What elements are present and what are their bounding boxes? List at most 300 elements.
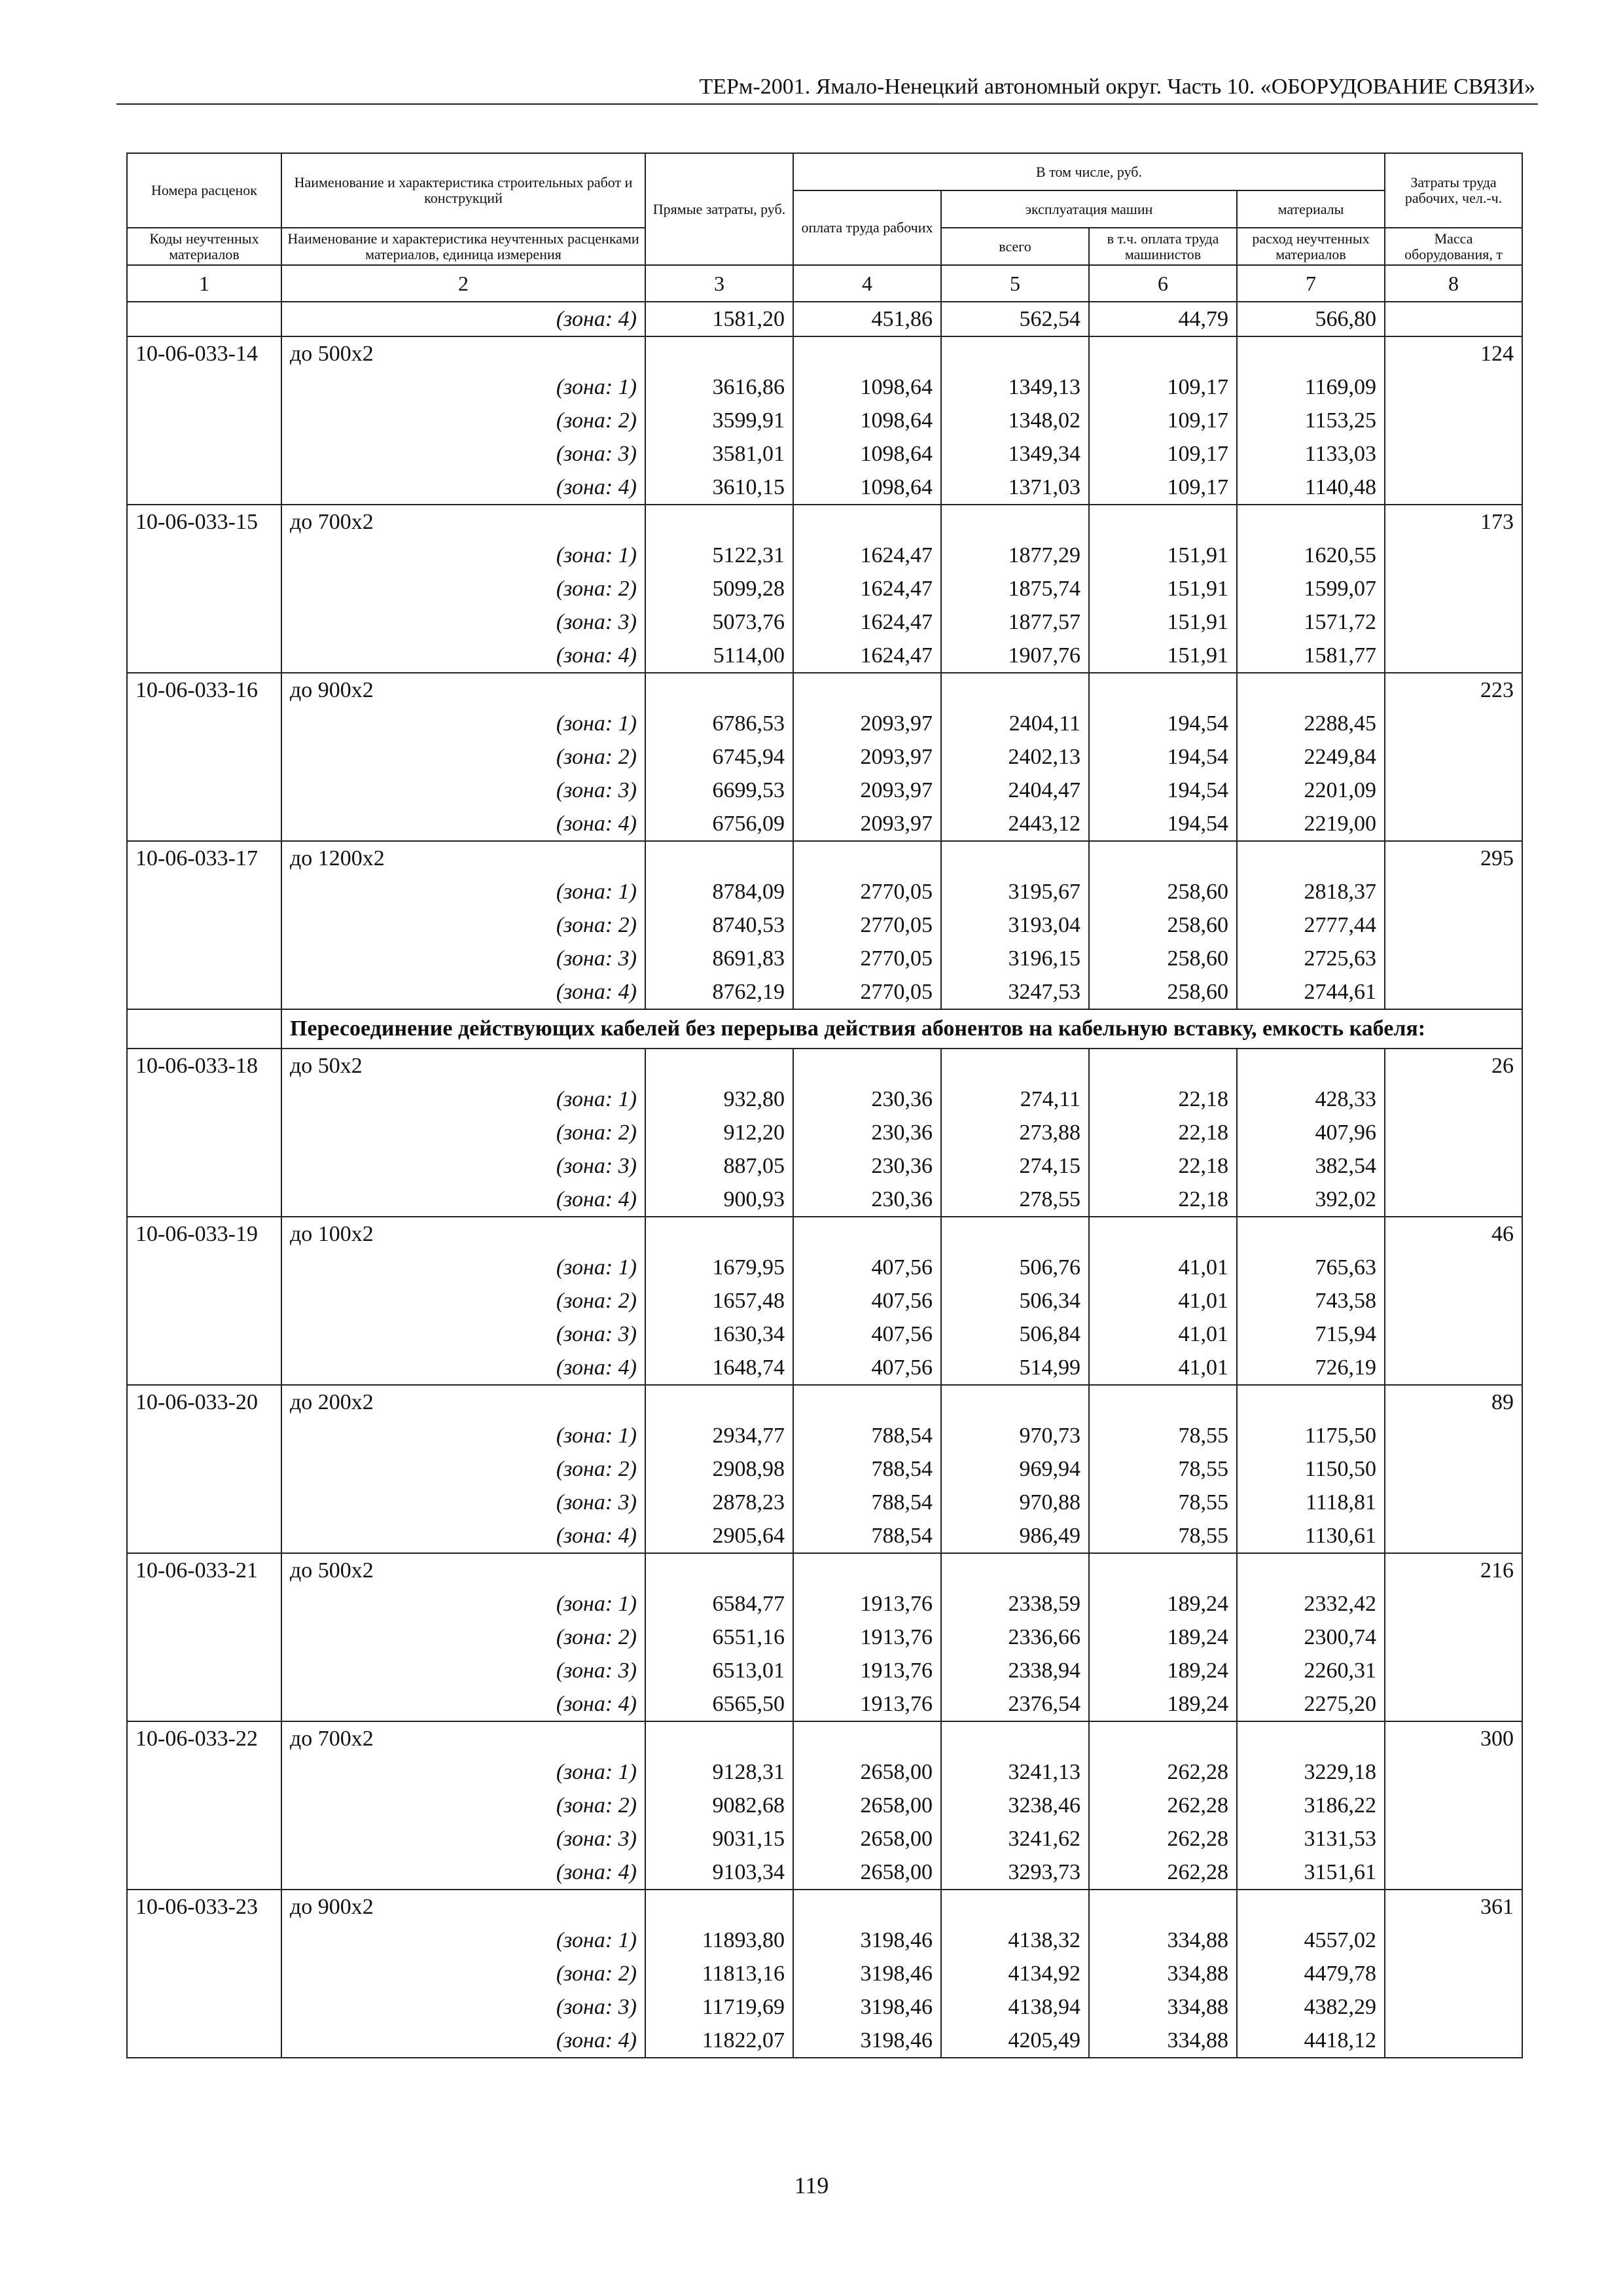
- rate-name: до 900х2: [281, 1890, 645, 1924]
- direct-costs-cell: 1648,74: [645, 1351, 793, 1385]
- machines-total-cell: 3241,62: [941, 1822, 1089, 1856]
- empty-cell: [941, 1385, 1089, 1419]
- empty-cell: [793, 1890, 941, 1924]
- labor-costs-value: 295: [1385, 841, 1522, 875]
- machines-total-cell: 1875,74: [941, 572, 1089, 605]
- labor-cell: [1385, 302, 1522, 336]
- rate-row: [127, 1890, 1522, 1924]
- labor-cell: [1385, 2024, 1522, 2058]
- materials-cell: 4418,12: [1237, 2024, 1385, 2058]
- labor-cell: [1385, 1856, 1522, 1890]
- header-labor-costs: Затраты труда рабочих, чел.-ч.: [1385, 153, 1522, 228]
- operator-pay-cell: 262,28: [1089, 1755, 1237, 1789]
- rate-row: [127, 841, 1522, 875]
- machines-total-cell: 970,73: [941, 1419, 1089, 1452]
- materials-cell: 1153,25: [1237, 404, 1385, 437]
- worker-pay-cell: 788,54: [793, 1486, 941, 1519]
- direct-costs-cell: 2905,64: [645, 1519, 793, 1553]
- empty-cell: [645, 841, 793, 875]
- direct-costs-cell: 900,93: [645, 1183, 793, 1217]
- operator-pay-cell: 189,24: [1089, 1587, 1237, 1621]
- zone-label: (зона: 4): [281, 1519, 645, 1553]
- zone-label: (зона: 3): [281, 437, 645, 471]
- zone-row: [127, 370, 1522, 404]
- direct-costs-cell: 2908,98: [645, 1452, 793, 1486]
- zone-row: [127, 807, 1522, 841]
- machines-total-cell: 273,88: [941, 1116, 1089, 1149]
- worker-pay-cell: 1913,76: [793, 1621, 941, 1654]
- operator-pay-cell: 258,60: [1089, 875, 1237, 908]
- labor-costs-value: 361: [1385, 1890, 1522, 1924]
- materials-cell: 1169,09: [1237, 370, 1385, 404]
- zone-row: [127, 1957, 1522, 1990]
- zone-label: (зона: 2): [281, 572, 645, 605]
- zone-label: (зона: 1): [281, 539, 645, 572]
- worker-pay-cell: 230,36: [793, 1183, 941, 1217]
- worker-pay-cell: 230,36: [793, 1149, 941, 1183]
- zone-row: [127, 1587, 1522, 1621]
- zone-label: (зона: 1): [281, 1924, 645, 1957]
- empty-cell: [1237, 1553, 1385, 1587]
- worker-pay-cell: 1624,47: [793, 572, 941, 605]
- operator-pay-cell: 109,17: [1089, 437, 1237, 471]
- column-number: 5: [941, 265, 1089, 302]
- empty-cell: [1089, 505, 1237, 539]
- header-worker-pay: оплата труда рабочих: [793, 190, 941, 265]
- materials-cell: 3151,61: [1237, 1856, 1385, 1890]
- machines-total-cell: 1371,03: [941, 471, 1089, 505]
- machines-total-cell: 274,11: [941, 1083, 1089, 1116]
- zone-row: [127, 639, 1522, 673]
- worker-pay-cell: 1624,47: [793, 605, 941, 639]
- code-cell: [127, 1183, 281, 1217]
- labor-cell: [1385, 404, 1522, 437]
- materials-cell: 2332,42: [1237, 1587, 1385, 1621]
- code-cell: [127, 1587, 281, 1621]
- worker-pay-cell: 451,86: [793, 302, 941, 336]
- zone-row: [127, 1419, 1522, 1452]
- direct-costs-cell: 1581,20: [645, 302, 793, 336]
- operator-pay-cell: 151,91: [1089, 639, 1237, 673]
- empty-cell: [941, 1721, 1089, 1755]
- zone-label: (зона: 3): [281, 1822, 645, 1856]
- code-cell: [127, 605, 281, 639]
- rate-name: до 900х2: [281, 673, 645, 707]
- labor-cell: [1385, 437, 1522, 471]
- direct-costs-cell: 887,05: [645, 1149, 793, 1183]
- empty-cell: [1089, 1890, 1237, 1924]
- labor-cell: [1385, 1149, 1522, 1183]
- worker-pay-cell: 2658,00: [793, 1822, 941, 1856]
- rate-name: до 100х2: [281, 1217, 645, 1251]
- operator-pay-cell: 262,28: [1089, 1856, 1237, 1890]
- rate-name: до 500х2: [281, 336, 645, 370]
- code-cell: [127, 1856, 281, 1890]
- code-cell: [127, 1957, 281, 1990]
- operator-pay-cell: 78,55: [1089, 1519, 1237, 1553]
- direct-costs-cell: 8691,83: [645, 942, 793, 975]
- materials-cell: 4382,29: [1237, 1990, 1385, 2024]
- worker-pay-cell: 1098,64: [793, 471, 941, 505]
- machines-total-cell: 4138,32: [941, 1924, 1089, 1957]
- header-material-consumption: расход неучтенных материалов: [1237, 228, 1385, 265]
- machines-total-cell: 1349,13: [941, 370, 1089, 404]
- zone-label: (зона: 4): [281, 1183, 645, 1217]
- worker-pay-cell: 407,56: [793, 1318, 941, 1351]
- machines-total-cell: 3196,15: [941, 942, 1089, 975]
- code-cell: [127, 942, 281, 975]
- code-cell: [127, 1452, 281, 1486]
- empty-cell: [1237, 1385, 1385, 1419]
- code-cell: [127, 302, 281, 336]
- direct-costs-cell: 1657,48: [645, 1284, 793, 1318]
- machines-total-cell: 3293,73: [941, 1856, 1089, 1890]
- empty-cell: [645, 1385, 793, 1419]
- machines-total-cell: 562,54: [941, 302, 1089, 336]
- worker-pay-cell: 1913,76: [793, 1654, 941, 1687]
- rate-name: до 500х2: [281, 1553, 645, 1587]
- labor-cell: [1385, 605, 1522, 639]
- rate-code: 10-06-033-19: [127, 1217, 281, 1251]
- direct-costs-cell: 1679,95: [645, 1251, 793, 1284]
- operator-pay-cell: 258,60: [1089, 908, 1237, 942]
- rate-row: [127, 673, 1522, 707]
- page-number: 119: [794, 2172, 829, 2198]
- operator-pay-cell: 44,79: [1089, 302, 1237, 336]
- empty-cell: [1237, 1049, 1385, 1083]
- zone-row: [127, 1486, 1522, 1519]
- empty-cell: [1237, 1890, 1385, 1924]
- empty-cell: [645, 336, 793, 370]
- empty-cell: [1089, 673, 1237, 707]
- machines-total-cell: 2376,54: [941, 1687, 1089, 1721]
- code-cell: [127, 1284, 281, 1318]
- zone-row: [127, 302, 1522, 336]
- materials-cell: 3131,53: [1237, 1822, 1385, 1856]
- empty-cell: [645, 1721, 793, 1755]
- direct-costs-cell: 8784,09: [645, 875, 793, 908]
- zone-label: (зона: 3): [281, 1654, 645, 1687]
- rate-code: 10-06-033-15: [127, 505, 281, 539]
- direct-costs-cell: 9031,15: [645, 1822, 793, 1856]
- materials-cell: 1581,77: [1237, 639, 1385, 673]
- section-row: [127, 1009, 1522, 1049]
- code-cell: [127, 2024, 281, 2058]
- zone-row: [127, 1251, 1522, 1284]
- worker-pay-cell: 788,54: [793, 1452, 941, 1486]
- materials-cell: 2219,00: [1237, 807, 1385, 841]
- column-number: 3: [645, 265, 793, 302]
- operator-pay-cell: 41,01: [1089, 1318, 1237, 1351]
- header-operator-pay: в т.ч. оплата труда машинистов: [1089, 228, 1237, 265]
- rate-code: 10-06-033-22: [127, 1721, 281, 1755]
- empty-cell: [1237, 1217, 1385, 1251]
- column-numbers-row: [127, 265, 1522, 302]
- machines-total-cell: 4134,92: [941, 1957, 1089, 1990]
- zone-label: (зона: 4): [281, 1687, 645, 1721]
- zone-label: (зона: 2): [281, 740, 645, 774]
- machines-total-cell: 1877,57: [941, 605, 1089, 639]
- zone-label: (зона: 1): [281, 1755, 645, 1789]
- worker-pay-cell: 1098,64: [793, 437, 941, 471]
- materials-cell: 1175,50: [1237, 1419, 1385, 1452]
- header-material-codes: Коды неучтенных материалов: [127, 228, 281, 265]
- labor-cell: [1385, 1990, 1522, 2024]
- header-direct-costs: Прямые затраты, руб.: [645, 153, 793, 265]
- operator-pay-cell: 334,88: [1089, 1957, 1237, 1990]
- materials-cell: 743,58: [1237, 1284, 1385, 1318]
- empty-cell: [941, 1890, 1089, 1924]
- worker-pay-cell: 1913,76: [793, 1687, 941, 1721]
- zone-row: [127, 437, 1522, 471]
- labor-cell: [1385, 1419, 1522, 1452]
- direct-costs-cell: 11893,80: [645, 1924, 793, 1957]
- zone-label: (зона: 4): [281, 1856, 645, 1890]
- zone-label: (зона: 1): [281, 1419, 645, 1452]
- worker-pay-cell: 2093,97: [793, 774, 941, 807]
- worker-pay-cell: 788,54: [793, 1519, 941, 1553]
- empty-cell: [793, 1217, 941, 1251]
- materials-cell: 765,63: [1237, 1251, 1385, 1284]
- zone-label: (зона: 4): [281, 471, 645, 505]
- labor-cell: [1385, 1924, 1522, 1957]
- empty-cell: [1237, 336, 1385, 370]
- zone-label: (зона: 4): [281, 807, 645, 841]
- zone-row: [127, 404, 1522, 437]
- worker-pay-cell: 1624,47: [793, 639, 941, 673]
- machines-total-cell: 1349,34: [941, 437, 1089, 471]
- machines-total-cell: 3193,04: [941, 908, 1089, 942]
- rate-row: [127, 1721, 1522, 1755]
- worker-pay-cell: 2770,05: [793, 875, 941, 908]
- operator-pay-cell: 41,01: [1089, 1284, 1237, 1318]
- materials-cell: 1150,50: [1237, 1452, 1385, 1486]
- labor-costs-value: 26: [1385, 1049, 1522, 1083]
- worker-pay-cell: 2658,00: [793, 1856, 941, 1890]
- labor-cell: [1385, 1621, 1522, 1654]
- operator-pay-cell: 22,18: [1089, 1116, 1237, 1149]
- empty-cell: [793, 505, 941, 539]
- empty-cell: [793, 1385, 941, 1419]
- labor-cell: [1385, 539, 1522, 572]
- materials-cell: 2818,37: [1237, 875, 1385, 908]
- code-cell: [127, 1755, 281, 1789]
- worker-pay-cell: 230,36: [793, 1083, 941, 1116]
- machines-total-cell: 2404,47: [941, 774, 1089, 807]
- rate-name: до 50х2: [281, 1049, 645, 1083]
- zone-label: (зона: 1): [281, 1587, 645, 1621]
- direct-costs-cell: 9082,68: [645, 1789, 793, 1822]
- operator-pay-cell: 189,24: [1089, 1621, 1237, 1654]
- labor-cell: [1385, 1755, 1522, 1789]
- empty-cell: [645, 1217, 793, 1251]
- materials-cell: 4557,02: [1237, 1924, 1385, 1957]
- worker-pay-cell: 2093,97: [793, 740, 941, 774]
- zone-row: [127, 975, 1522, 1009]
- direct-costs-cell: 3581,01: [645, 437, 793, 471]
- rate-row: [127, 1385, 1522, 1419]
- materials-cell: 2275,20: [1237, 1687, 1385, 1721]
- machines-total-cell: 3241,13: [941, 1755, 1089, 1789]
- zone-label: (зона: 3): [281, 942, 645, 975]
- worker-pay-cell: 407,56: [793, 1351, 941, 1385]
- materials-cell: 2300,74: [1237, 1621, 1385, 1654]
- materials-cell: 3229,18: [1237, 1755, 1385, 1789]
- worker-pay-cell: 2770,05: [793, 942, 941, 975]
- materials-cell: 407,96: [1237, 1116, 1385, 1149]
- zone-label: (зона: 3): [281, 774, 645, 807]
- worker-pay-cell: 3198,46: [793, 2024, 941, 2058]
- operator-pay-cell: 262,28: [1089, 1822, 1237, 1856]
- machines-total-cell: 514,99: [941, 1351, 1089, 1385]
- direct-costs-cell: 6699,53: [645, 774, 793, 807]
- operator-pay-cell: 258,60: [1089, 975, 1237, 1009]
- empty-cell: [645, 505, 793, 539]
- zone-row: [127, 1822, 1522, 1856]
- empty-cell: [1089, 1553, 1237, 1587]
- empty-cell: [1237, 841, 1385, 875]
- zone-row: [127, 1351, 1522, 1385]
- zone-row: [127, 1789, 1522, 1822]
- worker-pay-cell: 788,54: [793, 1419, 941, 1452]
- machines-total-cell: 3238,46: [941, 1789, 1089, 1822]
- direct-costs-cell: 3599,91: [645, 404, 793, 437]
- code-cell: [127, 1924, 281, 1957]
- labor-costs-value: 216: [1385, 1553, 1522, 1587]
- operator-pay-cell: 262,28: [1089, 1789, 1237, 1822]
- empty-cell: [793, 841, 941, 875]
- labor-cell: [1385, 1822, 1522, 1856]
- materials-cell: 3186,22: [1237, 1789, 1385, 1822]
- empty-cell: [941, 505, 1089, 539]
- direct-costs-cell: 11822,07: [645, 2024, 793, 2058]
- empty-cell: [1089, 841, 1237, 875]
- zone-row: [127, 908, 1522, 942]
- operator-pay-cell: 194,54: [1089, 807, 1237, 841]
- labor-cell: [1385, 1519, 1522, 1553]
- zone-row: [127, 875, 1522, 908]
- labor-cell: [1385, 1654, 1522, 1687]
- code-cell: [127, 1149, 281, 1183]
- table-header: [127, 153, 1522, 302]
- labor-costs-value: 223: [1385, 673, 1522, 707]
- labor-cell: [1385, 1587, 1522, 1621]
- zone-label: (зона: 1): [281, 370, 645, 404]
- empty-cell: [793, 1553, 941, 1587]
- zone-label: (зона: 4): [281, 639, 645, 673]
- table-body: [127, 302, 1522, 2058]
- machines-total-cell: 2338,94: [941, 1654, 1089, 1687]
- direct-costs-cell: 932,80: [645, 1083, 793, 1116]
- operator-pay-cell: 334,88: [1089, 1990, 1237, 2024]
- machines-total-cell: 986,49: [941, 1519, 1089, 1553]
- empty-cell: [1237, 673, 1385, 707]
- zone-row: [127, 1149, 1522, 1183]
- materials-cell: 1133,03: [1237, 437, 1385, 471]
- header-materials: материалы: [1237, 190, 1385, 228]
- materials-cell: 1140,48: [1237, 471, 1385, 505]
- labor-cell: [1385, 875, 1522, 908]
- materials-cell: 1118,81: [1237, 1486, 1385, 1519]
- code-cell: [127, 774, 281, 807]
- rate-row: [127, 505, 1522, 539]
- machines-total-cell: 506,76: [941, 1251, 1089, 1284]
- header-machine-operation: эксплуатация машин: [941, 190, 1237, 228]
- zone-row: [127, 740, 1522, 774]
- machines-total-cell: 2336,66: [941, 1621, 1089, 1654]
- direct-costs-cell: 8762,19: [645, 975, 793, 1009]
- column-number: 7: [1237, 265, 1385, 302]
- materials-cell: 2201,09: [1237, 774, 1385, 807]
- machines-total-cell: 4205,49: [941, 2024, 1089, 2058]
- rate-name: до 700х2: [281, 1721, 645, 1755]
- rate-code: 10-06-033-20: [127, 1385, 281, 1419]
- direct-costs-cell: 912,20: [645, 1116, 793, 1149]
- column-number: 8: [1385, 265, 1522, 302]
- operator-pay-cell: 78,55: [1089, 1452, 1237, 1486]
- machines-total-cell: 2338,59: [941, 1587, 1089, 1621]
- zone-row: [127, 1755, 1522, 1789]
- zone-row: [127, 1654, 1522, 1687]
- zone-label: (зона: 1): [281, 1251, 645, 1284]
- operator-pay-cell: 334,88: [1089, 1924, 1237, 1957]
- rate-name: до 1200х2: [281, 841, 645, 875]
- zone-row: [127, 605, 1522, 639]
- operator-pay-cell: 109,17: [1089, 471, 1237, 505]
- zone-label: (зона: 2): [281, 1116, 645, 1149]
- machines-total-cell: 1907,76: [941, 639, 1089, 673]
- code-cell: [127, 975, 281, 1009]
- header-material-names: Наименование и характеристика неучтенных расценками материалов, единица измерения: [281, 228, 645, 265]
- worker-pay-cell: 1913,76: [793, 1587, 941, 1621]
- labor-costs-value: 46: [1385, 1217, 1522, 1251]
- materials-cell: 2777,44: [1237, 908, 1385, 942]
- empty-cell: [1089, 1049, 1237, 1083]
- empty-cell: [645, 1049, 793, 1083]
- rate-code: 10-06-033-18: [127, 1049, 281, 1083]
- machines-total-cell: 506,34: [941, 1284, 1089, 1318]
- zone-label: (зона: 1): [281, 1083, 645, 1116]
- operator-pay-cell: 109,17: [1089, 370, 1237, 404]
- materials-cell: 382,54: [1237, 1149, 1385, 1183]
- running-header: [116, 71, 1538, 105]
- direct-costs-cell: 9103,34: [645, 1856, 793, 1890]
- direct-costs-cell: 11719,69: [645, 1990, 793, 2024]
- rates-table: [126, 152, 1523, 2058]
- rate-row: [127, 1553, 1522, 1587]
- labor-cell: [1385, 1789, 1522, 1822]
- rate-name: до 200х2: [281, 1385, 645, 1419]
- materials-cell: 1571,72: [1237, 605, 1385, 639]
- materials-cell: 4479,78: [1237, 1957, 1385, 1990]
- zone-row: [127, 1924, 1522, 1957]
- zone-row: [127, 1183, 1522, 1217]
- zone-label: (зона: 3): [281, 1318, 645, 1351]
- code-cell: [127, 572, 281, 605]
- zone-label: (зона: 1): [281, 707, 645, 740]
- materials-cell: 566,80: [1237, 302, 1385, 336]
- zone-row: [127, 2024, 1522, 2058]
- direct-costs-cell: 9128,31: [645, 1755, 793, 1789]
- running-header-title: ТЕРм-2001. Ямало-Ненецкий автономный округ. Часть 10. «ОБОРУДОВАНИЕ СВЯЗИ»: [699, 75, 1535, 99]
- code-cell: [127, 539, 281, 572]
- machines-total-cell: 1877,29: [941, 539, 1089, 572]
- code-cell: [127, 1654, 281, 1687]
- column-number: 2: [281, 265, 645, 302]
- zone-label: (зона: 2): [281, 1284, 645, 1318]
- machines-total-cell: 3247,53: [941, 975, 1089, 1009]
- zone-label: (зона: 4): [281, 2024, 645, 2058]
